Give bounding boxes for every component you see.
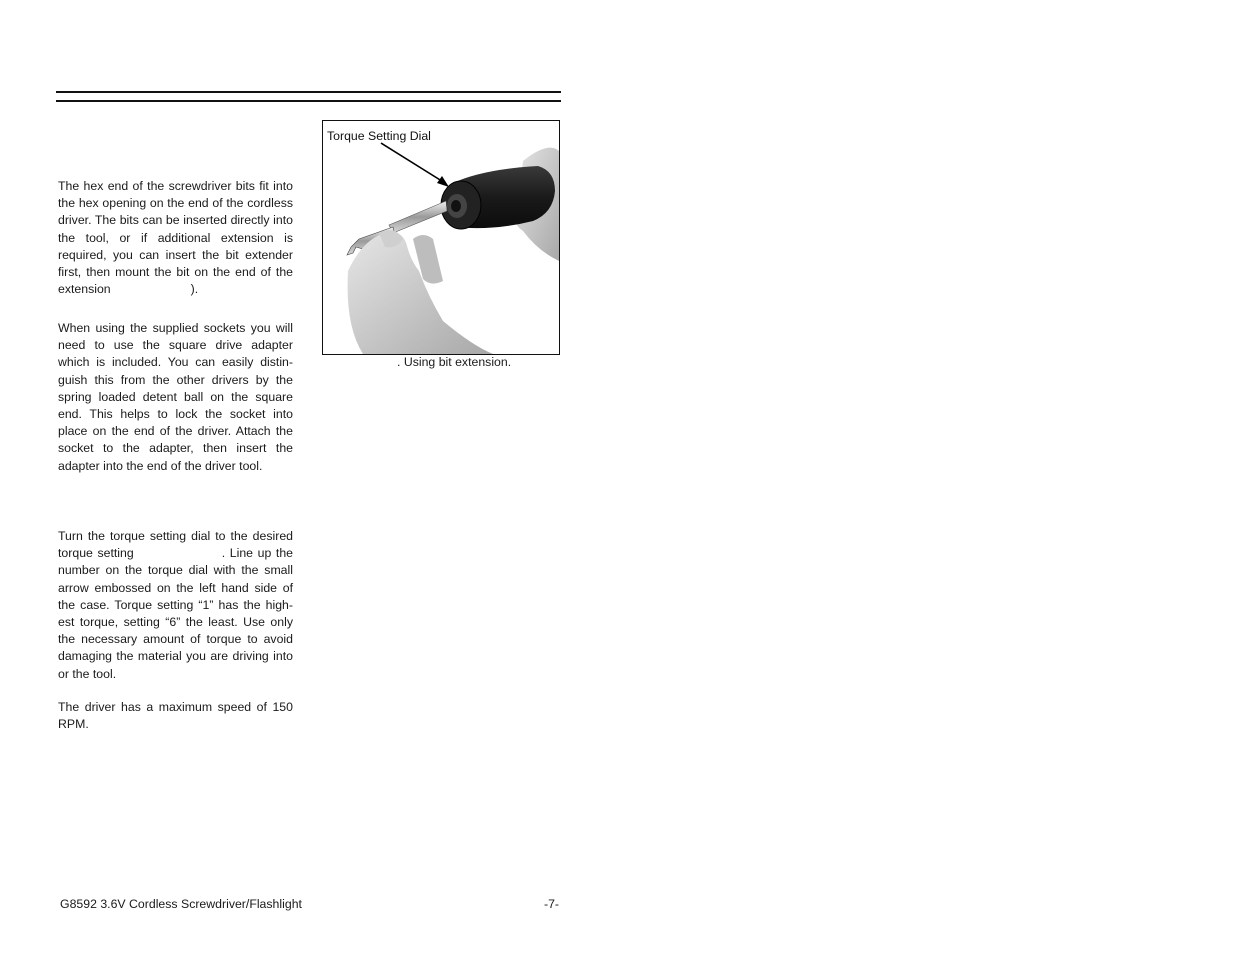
header-rule-bottom [56, 100, 561, 102]
sockets-paragraph [58, 320, 293, 475]
bits-paragraph [58, 178, 293, 298]
bits-text: The hex end of the screwdriver bits fit into the hex opening on the end of the cordless driver. The bits can be inserted directly into the tool, or if additional extension is required, you can insert the bit extender first, then mount the bit on the end of the extension [58, 179, 293, 297]
figure-caption: . Using bit extension. [397, 355, 512, 369]
bits-text-end: ). [190, 282, 199, 297]
bit-extension [389, 201, 447, 233]
torque-dial-label: Torque Setting Dial [327, 129, 431, 143]
page-number: -7- [544, 897, 560, 911]
torque-text: Turn the torque setting dial to the desired torque setting [58, 529, 293, 561]
speed-paragraph [58, 699, 293, 733]
drill-illustration [323, 121, 559, 354]
arrow-head [437, 176, 449, 187]
torque-text-end: . Line up the number on the torque dial with the small arrow embossed on the left hand side of the case. Torque setting “1” has the high-est torque, setting “6” the least. Use only the necessary amount of torque to avoid damaging the material you are driving into or the tool. [58, 546, 294, 681]
bit-extension-photo [322, 120, 560, 355]
label-arrow [381, 143, 445, 183]
header-rule-top [56, 91, 561, 93]
speed-text: The driver has a maximum speed of 150 RPM. [58, 700, 293, 732]
torque-paragraph [58, 528, 293, 683]
sockets-text: When using the supplied sockets you will need to use the square drive adapter which is included. You can easily distin-guish this from the other drivers by the spring loaded detent ball on the square end. This helps to lock the socket into place on the end of the driver. Attach the socket to the adapter, then insert the adapter into the end of the driver tool. [58, 321, 293, 473]
footer-title: G8592 3.6V Cordless Screwdriver/Flashlight [60, 897, 302, 911]
